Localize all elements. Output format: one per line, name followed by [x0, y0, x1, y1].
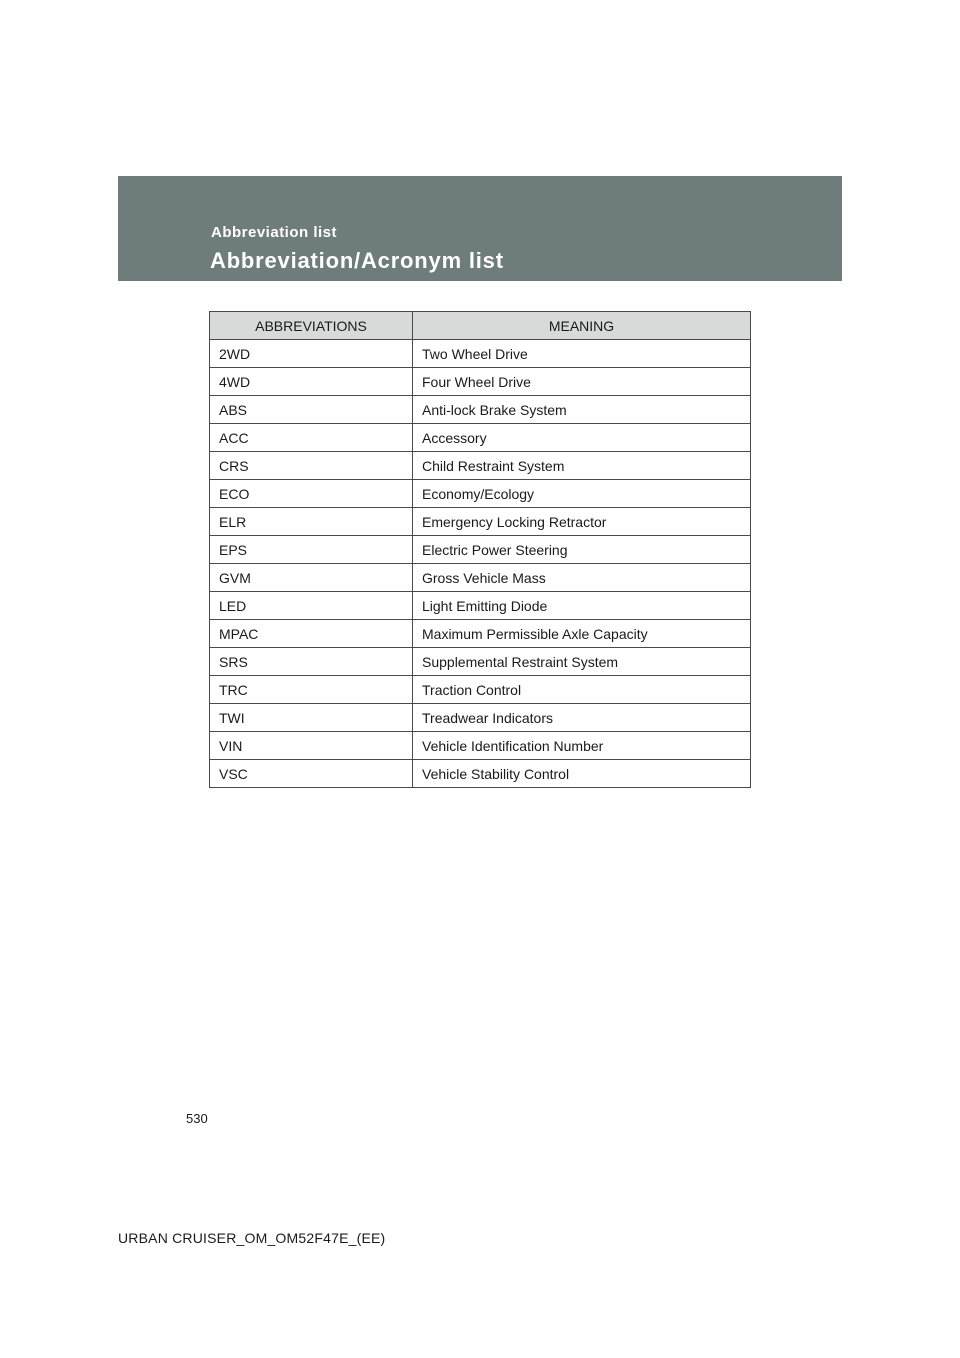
- meaning-cell: Light Emitting Diode: [413, 592, 751, 620]
- abbreviation-cell: ABS: [210, 396, 413, 424]
- meaning-cell: Economy/Ecology: [413, 480, 751, 508]
- meaning-cell: Two Wheel Drive: [413, 340, 751, 368]
- document-footer: URBAN CRUISER_OM_OM52F47E_(EE): [118, 1230, 386, 1246]
- abbreviation-cell: LED: [210, 592, 413, 620]
- table-row: [210, 676, 751, 704]
- column-header-abbreviations: ABBREVIATIONS: [210, 312, 413, 340]
- meaning-cell: Child Restraint System: [413, 452, 751, 480]
- abbreviation-cell: MPAC: [210, 620, 413, 648]
- table-row: [210, 480, 751, 508]
- meaning-cell: Supplemental Restraint System: [413, 648, 751, 676]
- abbreviation-cell: ELR: [210, 508, 413, 536]
- table-row: [210, 564, 751, 592]
- table-row: [210, 452, 751, 480]
- abbreviation-cell: ACC: [210, 424, 413, 452]
- table-row: [210, 732, 751, 760]
- abbreviation-cell: ECO: [210, 480, 413, 508]
- abbreviation-cell: CRS: [210, 452, 413, 480]
- table-row: [210, 592, 751, 620]
- abbreviation-table: [209, 311, 751, 788]
- table-row: [210, 396, 751, 424]
- abbreviation-cell: TWI: [210, 704, 413, 732]
- abbreviation-cell: GVM: [210, 564, 413, 592]
- meaning-cell: Vehicle Identification Number: [413, 732, 751, 760]
- meaning-cell: Electric Power Steering: [413, 536, 751, 564]
- table-row: [210, 760, 751, 788]
- meaning-cell: Gross Vehicle Mass: [413, 564, 751, 592]
- table-row: [210, 620, 751, 648]
- table-row: [210, 424, 751, 452]
- abbreviation-cell: 4WD: [210, 368, 413, 396]
- meaning-cell: Traction Control: [413, 676, 751, 704]
- section-header: [118, 176, 842, 281]
- meaning-cell: Vehicle Stability Control: [413, 760, 751, 788]
- page-title: Abbreviation/Acronym list: [210, 248, 504, 273]
- table-row: [210, 508, 751, 536]
- section-label: Abbreviation list: [211, 224, 338, 241]
- meaning-cell: Emergency Locking Retractor: [413, 508, 751, 536]
- abbreviation-cell: EPS: [210, 536, 413, 564]
- abbreviation-cell: VSC: [210, 760, 413, 788]
- abbreviation-cell: VIN: [210, 732, 413, 760]
- table-row: [210, 368, 751, 396]
- table-row: [210, 704, 751, 732]
- abbreviation-cell: TRC: [210, 676, 413, 704]
- meaning-cell: Accessory: [413, 424, 751, 452]
- page-number: 530: [186, 1111, 208, 1126]
- table-header-row: [210, 312, 751, 340]
- table-body: [210, 340, 751, 788]
- abbreviation-cell: SRS: [210, 648, 413, 676]
- table-row: [210, 648, 751, 676]
- meaning-cell: Treadwear Indicators: [413, 704, 751, 732]
- abbreviation-cell: 2WD: [210, 340, 413, 368]
- meaning-cell: Maximum Permissible Axle Capacity: [413, 620, 751, 648]
- meaning-cell: Anti-lock Brake System: [413, 396, 751, 424]
- table-row: [210, 536, 751, 564]
- column-header-meaning: MEANING: [413, 312, 751, 340]
- meaning-cell: Four Wheel Drive: [413, 368, 751, 396]
- table-row: [210, 340, 751, 368]
